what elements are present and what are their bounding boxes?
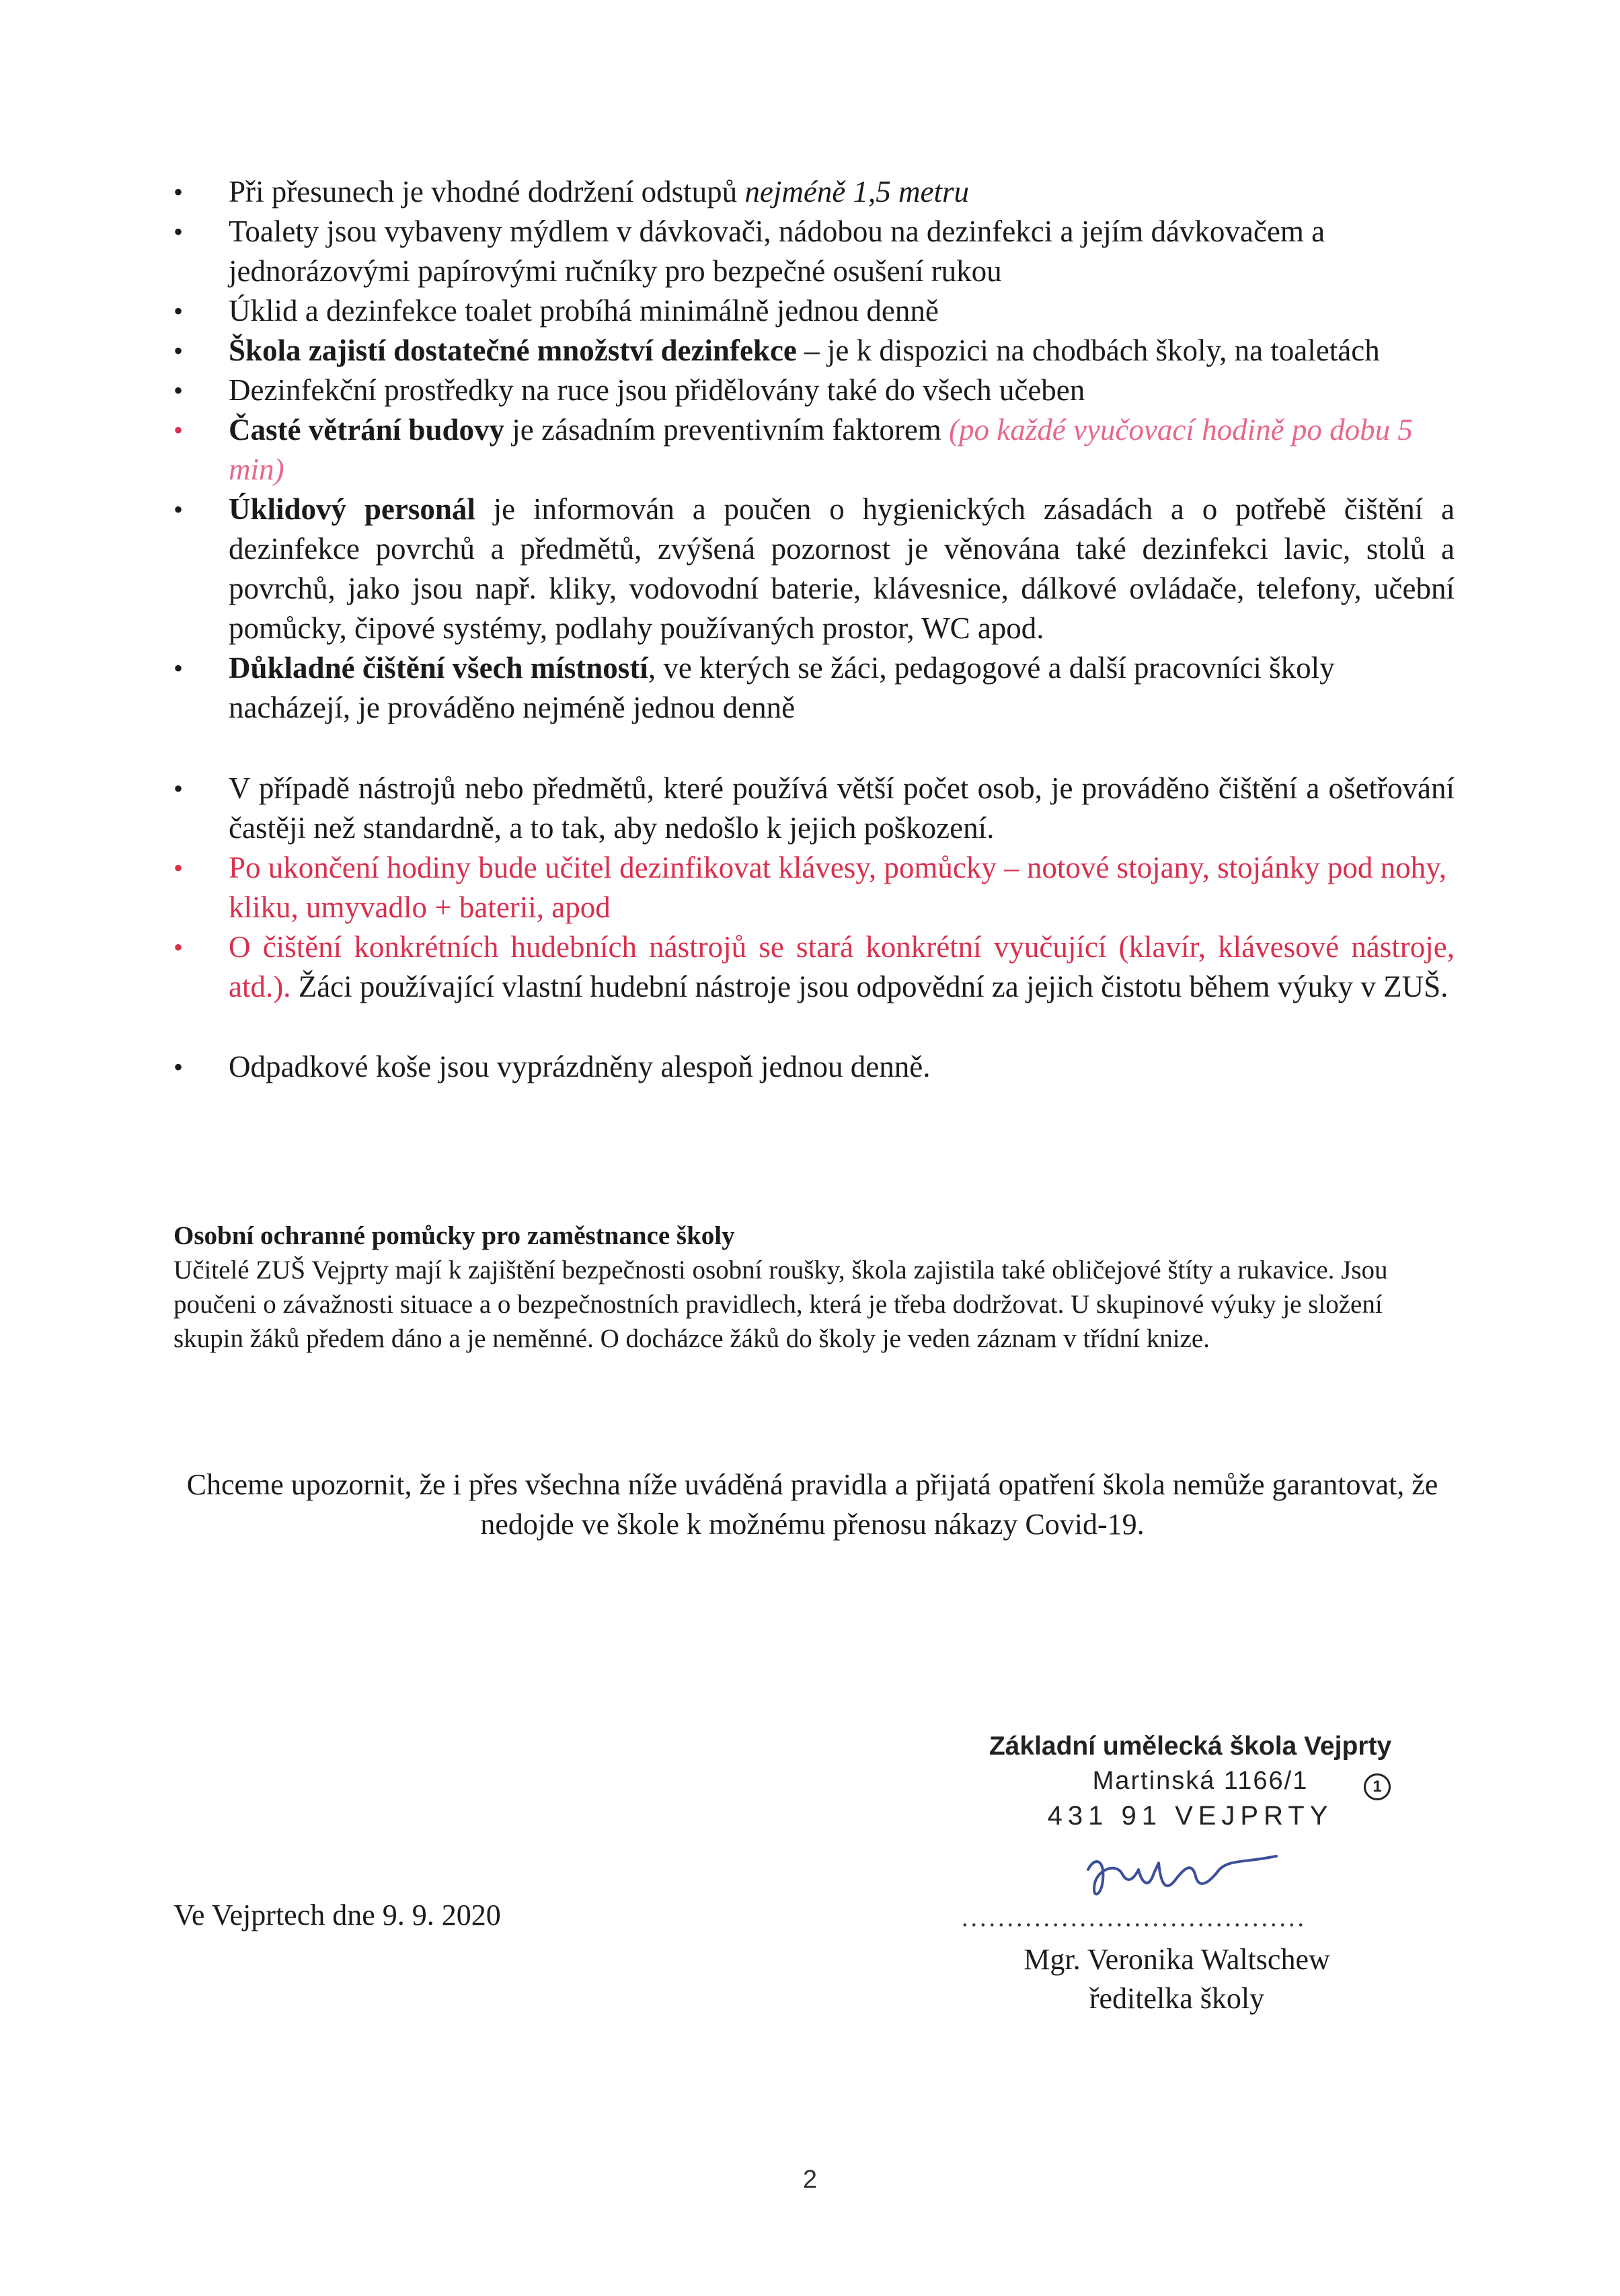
bullet-icon: • xyxy=(173,653,184,683)
list-item: • Toalety jsou vybaveny mýdlem v dávkovači, nádobou na dezinfekci a jejím dávkovačem a jednorázovými papírovými ručníky pro bezpečné osušení rukou xyxy=(173,212,1455,291)
date-place: Ve Vejprtech dne 9. 9. 2020 xyxy=(173,1899,501,1931)
stamp-street: Martinská 1166/1 xyxy=(1092,1767,1309,1795)
ppe-heading: Osobní ochranné pomůcky pro zaměstnance školy xyxy=(173,1221,735,1250)
bullet-icon: • xyxy=(173,853,184,883)
page-number: 2 xyxy=(802,2166,818,2194)
red-note: (po každé vyučovací hodině po dobu 5 min) xyxy=(229,413,1413,486)
notice-paragraph: Chceme upozornit, že i přes všechna níže uváděná pravidla a přijatá opatření škola nemůže garantovat, že nedojde ve škole k možnému přenosu nákazy Covid-19. xyxy=(186,1468,1438,1541)
red-note: O čištění konkrétních hudebních nástrojů se stará konkrétní vyučující (klavír, klávesové nástroje, atd.). xyxy=(229,930,1455,1003)
bullet-icon: • xyxy=(173,177,184,207)
bullet-icon: • xyxy=(173,932,184,962)
signer-block xyxy=(941,1940,1412,2018)
signature-line: ...................................... xyxy=(962,1904,1307,1932)
emphasis-text: nejméně 1,5 metru xyxy=(744,175,969,208)
bullet-icon: • xyxy=(173,415,184,445)
stamp-city: 431 91 VEJPRTY xyxy=(1047,1801,1334,1831)
list-item: • O čištění konkrétních hudebních nástrojů se stará konkrétní vyučující (klavír, klávesové nástroje, atd.). Žáci používající vlastní hudební nástroje jsou odpovědní za jejich čistotu během výuky v ZUŠ. xyxy=(173,927,1455,1007)
list-item: • Po ukončení hodiny bude učitel dezinfikovat klávesy, pomůcky – notové stojany, stojánky pod nohy, kliku, umyvadlo + baterii, apod xyxy=(173,848,1455,927)
list-item: • Úklidový personál je informován a poučen o hygienických zásadách a o potřebě čištění a dezinfekce povrchů a předmětů, zvýšená pozornost je věnována také dezinfekci lavic, stolů a povrchů, jako jsou např. kliky, vodovodní baterie, klávesnice, dálkové ovládače, telefony, učební pomůcky, čipové systémy, podlahy používaných prostor, WC apod. xyxy=(173,490,1455,648)
bullet-icon: • xyxy=(173,375,184,406)
list-item: • Časté větrání budovy je zásadním preventivním faktorem (po každé vyučovací hodině po dobu 5 min) xyxy=(173,410,1455,490)
bullet-icon: • xyxy=(173,1052,184,1082)
list-item: • Úklid a dezinfekce toalet probíhá minimálně jednou denně xyxy=(173,291,1455,331)
bullet-icon: • xyxy=(173,336,184,366)
stamp-school-name: Základní umělecká škola Vejprty xyxy=(989,1732,1392,1761)
list-item: • Při přesunech je vhodné dodržení odstupů nejméně 1,5 metru xyxy=(173,172,1455,212)
list-item: • Odpadkové koše jsou vyprázdněny alespoň jednou denně. xyxy=(173,1047,1455,1087)
ppe-body: Učitelé ZUŠ Vejprty mají k zajištění bezpečnosti osobní roušky, škola zajistila také obličejové štíty a rukavice. Jsou poučeni o závažnosti situace a o bezpečnostních pravidlech, která je třeba dodržovat. U skupinové výuky je složení skupin žáků předem dáno a je neměnné. O docházce žáků do školy je veden záznam v třídní knize. xyxy=(173,1256,1388,1353)
school-stamp xyxy=(928,1732,1453,1831)
hygiene-rules-list xyxy=(173,172,1455,1087)
list-item: • V případě nástrojů nebo předmětů, které používá větší počet osob, je prováděno čištění a ošetřování častěji než standardně, a to tak, aby nedošlo k jejich poškození. xyxy=(173,769,1455,848)
signer-role: ředitelka školy xyxy=(1089,1982,1265,2015)
bullet-icon: • xyxy=(173,217,184,247)
bullet-icon: • xyxy=(173,494,184,525)
stamp-circle-mark: 1 xyxy=(1364,1773,1391,1800)
signer-name: Mgr. Veronika Waltschew xyxy=(1024,1943,1330,1976)
ppe-section xyxy=(173,1219,1451,1356)
list-item: • Škola zajistí dostatečné množství dezinfekce – je k dispozici na chodbách školy, na toaletách xyxy=(173,331,1455,371)
list-item: • Důkladné čištění všech místností, ve kterých se žáci, pedagogové a další pracovníci školy nacházejí, je prováděno nejméně jednou denně xyxy=(173,648,1455,728)
list-item: • Dezinfekční prostředky na ruce jsou přidělovány také do všech učeben xyxy=(173,371,1455,410)
bullet-icon: • xyxy=(173,296,184,326)
bullet-icon: • xyxy=(173,773,184,804)
